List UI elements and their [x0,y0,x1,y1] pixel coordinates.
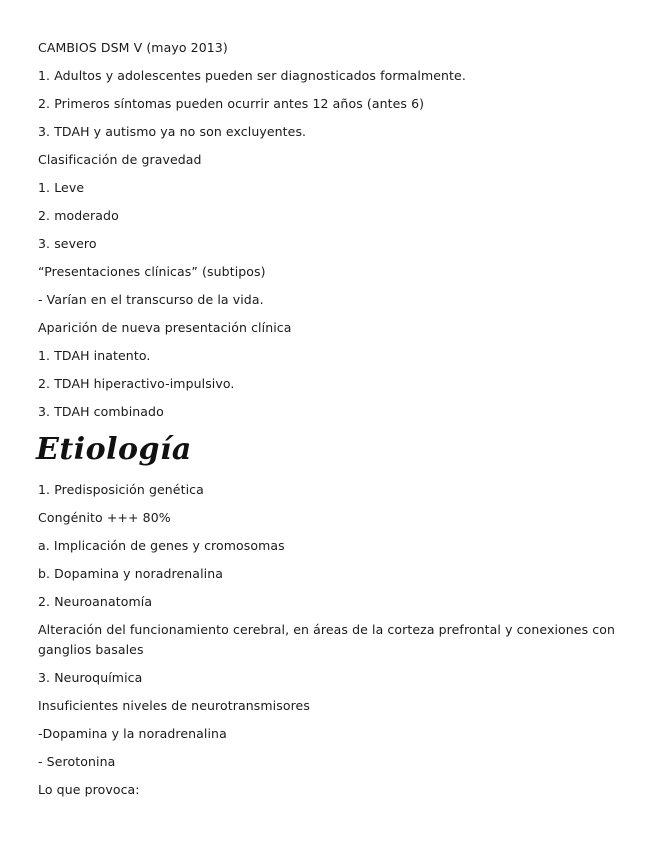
text-line: 2. TDAH hiperactivo-impulsivo. [38,376,235,391]
document-body [38,38,623,808]
text-line: 2. moderado [38,208,119,223]
text-line: a. Implicación de genes y cromosomas [38,538,285,553]
text-line-presentations-heading: “Presentaciones clínicas” (subtipos) [38,264,266,279]
text-line: 1. Predisposición genética [38,482,204,497]
text-line-dsm-title: CAMBIOS DSM V (mayo 2013) [38,40,228,55]
text-line: 2. Primeros síntomas pueden ocurrir antes 12 años (antes 6) [38,96,425,111]
text-line: 3. TDAH combinado [38,404,164,419]
text-line: -Dopamina y la noradrenalina [38,726,227,741]
text-line: 2. Neuroanatomía [38,594,153,609]
text-line: 1. Leve [38,180,85,195]
text-line: b. Dopamina y noradrenalina [38,566,223,581]
text-line-severity-heading: Clasificación de gravedad [38,152,202,167]
text-line-paragraph: Alteración del funcionamiento cerebral, en áreas de la corteza prefrontal y conexiones con ganglios basales [38,622,616,657]
text-line: 3. severo [38,236,97,251]
text-line: 3. TDAH y autismo ya no son excluyentes. [38,124,307,139]
text-line: 1. TDAH inatento. [38,348,151,363]
text-line-new-presentation-heading: Aparición de nueva presentación clínica [38,320,292,335]
section-heading-etiologia: Etiología [36,432,192,467]
text-line: - Serotonina [38,754,116,769]
text-line: 1. Adultos y adolescentes pueden ser diagnosticados formalmente. [38,68,466,83]
text-line: Lo que provoca: [38,782,140,797]
text-line: Congénito +++ 80% [38,510,171,525]
text-line: Insuficientes niveles de neurotransmisores [38,698,310,713]
text-line: 3. Neuroquímica [38,670,143,685]
text-line: - Varían en el transcurso de la vida. [38,292,264,307]
